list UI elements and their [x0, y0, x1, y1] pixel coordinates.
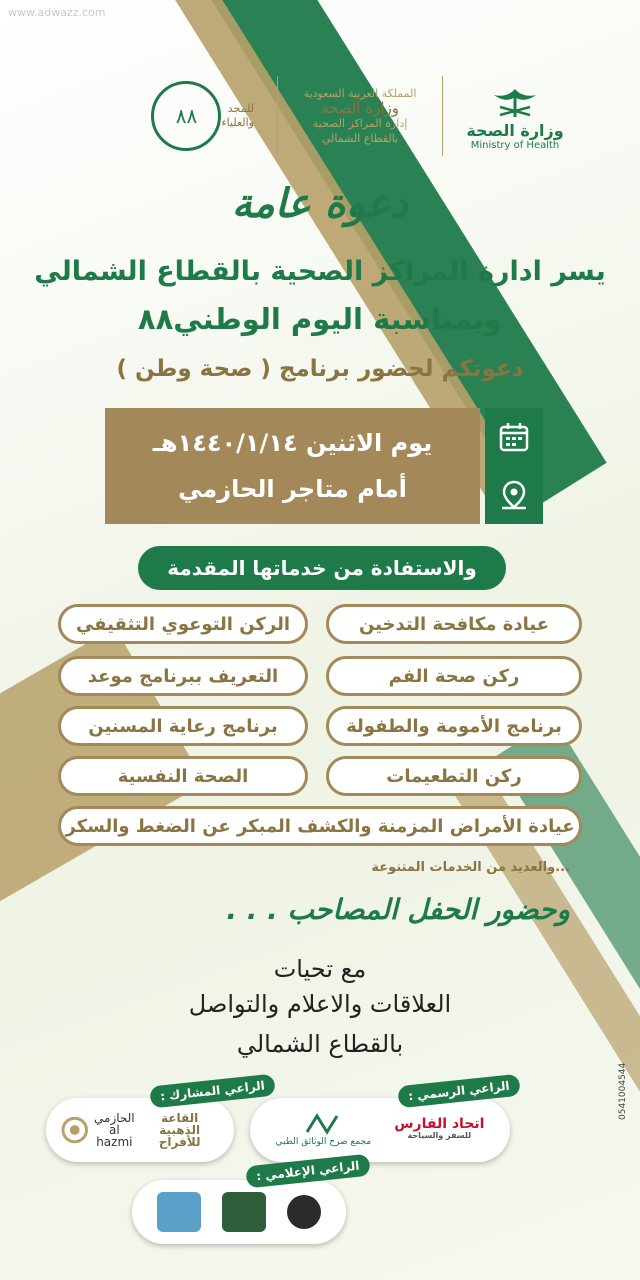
moh-name-ar: وزارة الصحة [466, 121, 564, 140]
participant-sponsor-title: الراعي المشارك : [149, 1074, 276, 1109]
media-logo-map [222, 1192, 266, 1232]
header-logos [150, 66, 570, 166]
event-info-box [105, 408, 543, 524]
event-info-icons [485, 408, 543, 524]
location-pin-icon [498, 479, 530, 511]
watermark: www.adwazz.com [8, 6, 106, 19]
event-place: أمام متاجر الحازمي [178, 475, 407, 503]
header-divider [277, 76, 278, 156]
contact-number: 0541004544 [618, 1062, 628, 1120]
service-pill: الصحة النفسية [58, 756, 308, 796]
sarh-logo: مجمع صرح الوثائق الطبي [276, 1112, 372, 1148]
phc-line: بالقطاع الشمالي [321, 132, 399, 145]
regards-line: بالقطاع الشمالي [236, 1030, 404, 1058]
service-pill: الركن التوعوي التثقيفي [58, 604, 308, 644]
event-date: يوم الاثنين ١٤٤٠/١/١٤هـ [152, 429, 433, 457]
intro-line: وبمناسبة اليوم الوطني٨٨ [137, 302, 503, 336]
phc-line: إدارة المراكز الصحية [312, 117, 408, 130]
regards-line: العلاقات والاعلام والتواصل [188, 990, 452, 1018]
phc-line: وزارة الصحة [321, 99, 399, 117]
intro-line: دعوتكم لحضور برنامج ( صحة وطن ) [116, 356, 524, 382]
service-pill: ركن التطعيمات [326, 756, 582, 796]
alhazmi-emblem-icon [60, 1115, 89, 1145]
calendar-icon [498, 421, 530, 453]
sarh-mark-icon [303, 1112, 343, 1136]
header-divider [442, 76, 443, 156]
service-pill: برنامج الأمومة والطفولة [326, 706, 582, 746]
media-sponsor-title: الراعي الإعلامي : [246, 1154, 371, 1189]
alhazmi-logo: الحازمي al hazmi [94, 1111, 135, 1149]
more-services-note: ...والعديد من الخدمات المتنوعة [371, 860, 570, 875]
media-logo-circle [287, 1195, 321, 1229]
invite-title: دعوة عامة [231, 180, 409, 227]
phc-line: المملكة العربية السعودية [303, 87, 417, 100]
service-pill: عيادة الأمراض المزمنة والكشف المبكر عن الضغط والسكر [58, 806, 582, 846]
palm-icon [490, 81, 540, 121]
media-sponsor-box [132, 1180, 346, 1244]
national-day-slogan: للمجد والعلياء [221, 102, 254, 129]
service-pill: عيادة مكافحة التدخين [326, 604, 582, 644]
moh-name-en: Ministry of Health [470, 140, 560, 151]
official-sponsor-box [250, 1098, 510, 1162]
services-banner: والاستفادة من خدماتها المقدمة [138, 546, 506, 590]
national-day-mark: ٨٨ [151, 81, 221, 151]
golden-hall-logo: القاعة الذهبية للأفراح [158, 1111, 201, 1149]
media-logo-sound [157, 1192, 201, 1232]
participant-sponsor-box [46, 1098, 234, 1162]
moh-logo [460, 81, 570, 151]
celebration-line: وحضور الحفل المصاحب . . . [226, 893, 570, 926]
service-pill: التعريف ببرنامج موعد [58, 656, 308, 696]
service-pill: برنامج رعاية المسنين [58, 706, 308, 746]
intro-line: يسر ادارة المراكز الصحية بالقطاع الشمالي [34, 256, 606, 287]
regards-line: مع تحيات [273, 955, 367, 983]
event-info-text [105, 408, 480, 524]
alfares-logo: اتحاد الفارس للسفر والسياحة [394, 1116, 485, 1140]
service-pill: ركن صحة الفم [326, 656, 582, 696]
phc-logo [295, 86, 425, 146]
official-sponsor-title: الراعي الرسمي : [397, 1074, 520, 1109]
national-day-logo [150, 81, 260, 151]
